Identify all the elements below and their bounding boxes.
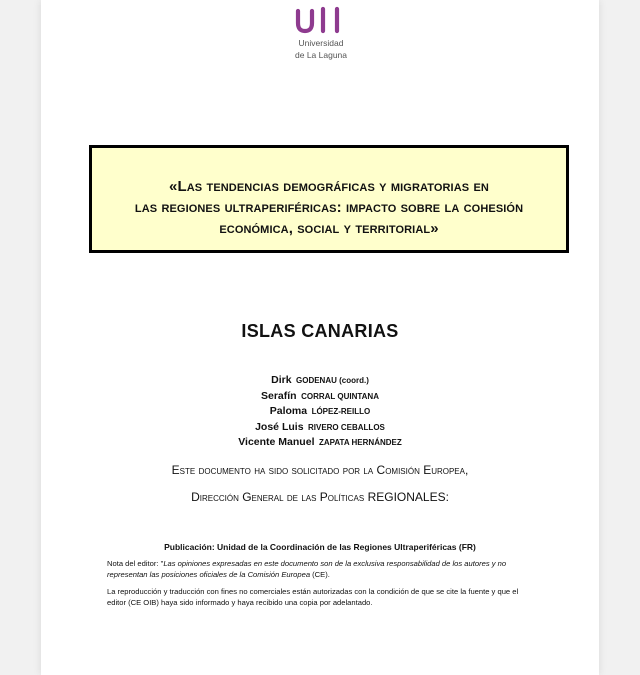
publication-line: Publicación: Unidad de la Coordinación de las Regiones Ultraperiféricas (FR) [164,542,476,552]
requested-by-statement [41,457,599,511]
author-item [41,434,599,450]
requested-line-1: Este documento ha sido solicitado por la Comisión Europea, [171,463,469,477]
editor-note [107,559,537,580]
region-heading: ISLAS CANARIAS [241,321,399,341]
editor-note-line-1 [107,559,537,570]
document-title-box [89,145,569,253]
editor-note-line-2 [107,570,537,581]
author-given-name: Serafín [261,389,297,402]
reproduction-line-1: La reproducción y traducción con fines no comerciales están autorizadas con la condición de que se cite la fuente y que el [107,587,519,596]
editor-note-suffix: (CE). [310,569,330,579]
reproduction-notice [107,587,537,608]
ull-logo-icon [293,6,349,36]
author-family-name: RIVERO CEBALLOS [307,422,385,432]
title-line-1: «Las tendencias demográficas y migratorias en [169,178,489,195]
document-page [41,0,599,675]
author-family-name: ZAPATA HERNÁNDEZ [318,438,402,447]
author-item [41,372,599,388]
author-family-name: CORRAL QUINTANA [301,391,379,401]
author-list [41,372,599,450]
author-family-name: GODENAU (coord.) [296,376,369,385]
requested-line-2: Dirección General de las Políticas REGIONALES: [191,490,449,504]
author-given-name: Paloma [269,405,308,417]
logo-text-line2: de La Laguna [295,50,347,60]
title-line-3: económica, social y territorial» [219,220,439,237]
reproduction-line-2: editor (CE OIB) haya sido informado y haya recibido una copia por adelantado. [107,597,373,607]
title-line-2: las regiones ultraperiféricas: impacto sobre la cohesión [134,199,524,216]
author-given-name: Dirk [271,374,292,386]
editor-note-text-2: representan las posiciones oficiales de la Comisión Europea [107,569,311,579]
author-item [41,419,599,435]
editor-note-text-1: Las opiniones expresadas en este documento son de la exclusiva responsabilidad de los autores y no [163,559,507,568]
editor-note-prefix: Nota del editor: " [107,559,164,568]
author-item [41,403,599,419]
author-given-name: José Luis [255,420,304,433]
university-logo [291,6,351,60]
logo-text-line1: Universidad [298,38,344,48]
author-given-name: Vicente Manuel [238,436,315,448]
author-family-name: LÓPEZ-REILLO [311,407,371,416]
author-item [41,388,599,404]
